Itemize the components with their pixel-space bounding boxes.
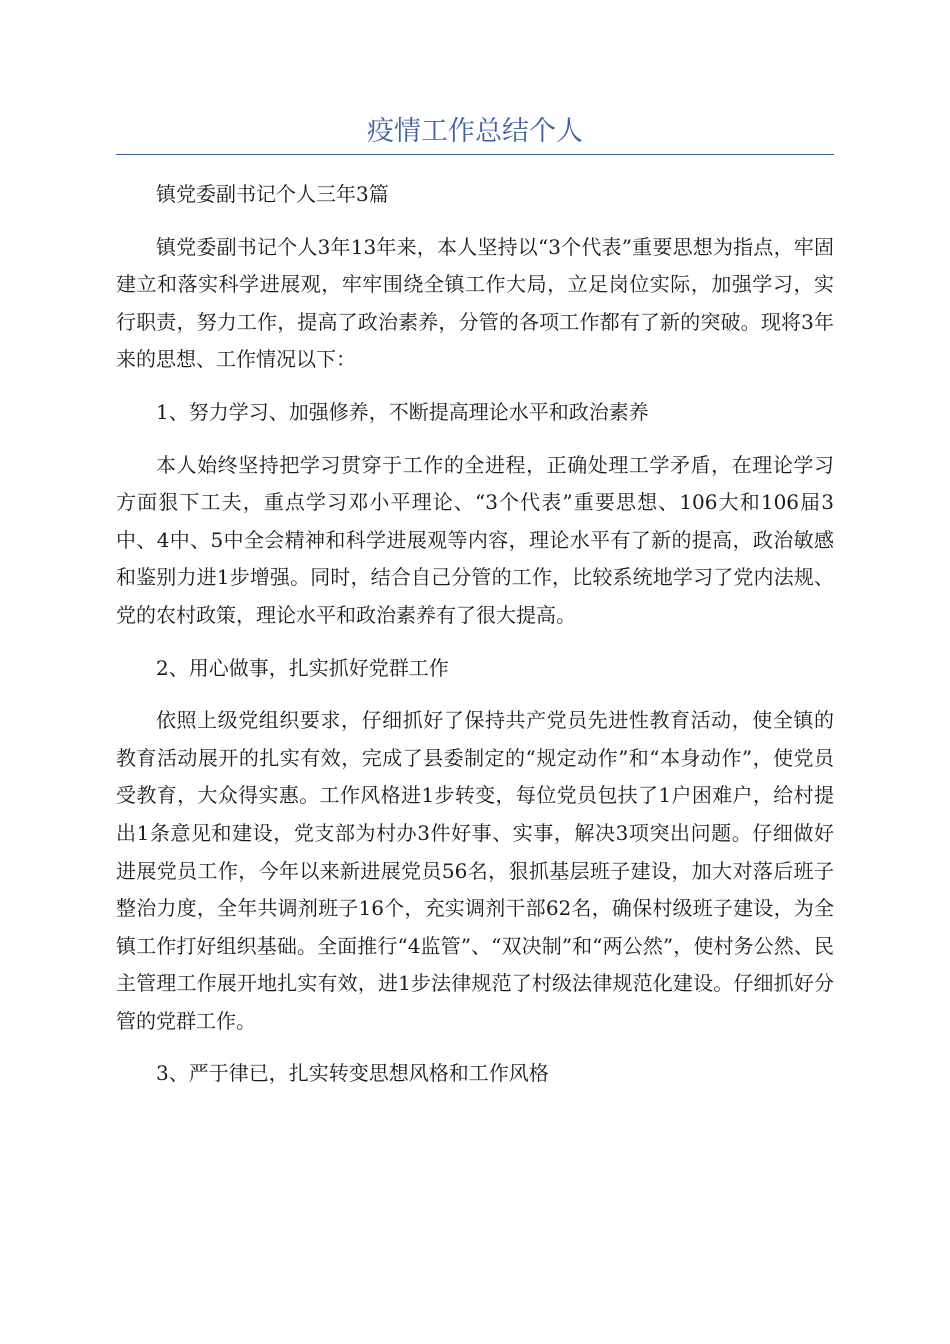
document-body xyxy=(116,176,834,1108)
intro-paragraph: 镇党委副书记个人3年13年来，本人坚持以“3个代表”重要思想为指点，牢固建立和落实科学进展观，牢牢围绕全镇工作大局，立足岗位实际，加强学习，实行职责，努力工作，提高了政治素养，分管的各项工作都有了新的突破。现将3年来的思想、工作情况以下： xyxy=(116,234,834,372)
section-2-paragraph: 依照上级党组织要求，仔细抓好了保持共产党员先进性教育活动，使全镇的教育活动展开的扎实有效，完成了县委制定的“规定动作”和“本身动作”，使党员受教育，大众得实惠。工作风格进1步转变，每位党员包扶了1户困难户，给村提出1条意见和建设，党支部为村办3件好事、实事，解决3项突出问题。仔细做好进展党员工作，今年以来新进展党员56名，狠抓基层班子建设，加大对落后班子整治力度，全年共调剂班子16个，充实调剂干部62名，确保村级班子建设，为全镇工作打好组织基础。全面推行“4监管”、“双决制”和“两公然”，使村务公然、民主管理工作展开地扎实有效，进1步法律规范了村级法律规范化建设。仔细抓好分管的党群工作。 xyxy=(116,708,834,1033)
section-1-paragraph: 本人始终坚持把学习贯穿于工作的全进程，正确处理工学矛盾，在理论学习方面狠下工夫，重点学习邓小平理论、“3个代表”重要思想、106大和106届3中、4中、5中全会精神和科学进展观等内容，理论水平有了新的提高，政治敏感和鉴别力进1步增强。同时，结合自己分管的工作，比较系统地学习了党内法规、党的农村政策，理论水平和政治素养有了很大提高。 xyxy=(116,452,834,627)
subtitle-paragraph: 镇党委副书记个人三年3篇 xyxy=(156,182,389,206)
section-heading-2: 2、用心做事，扎实抓好党群工作 xyxy=(156,655,449,680)
section-heading-1: 1、努力学习、加强修养，不断提高理论水平和政治素养 xyxy=(156,399,649,424)
title-underline xyxy=(116,154,834,155)
section-heading-3: 3、严于律已，扎实转变思想风格和工作风格 xyxy=(156,1061,549,1086)
document-title: 疫情工作总结个人 xyxy=(367,116,583,147)
